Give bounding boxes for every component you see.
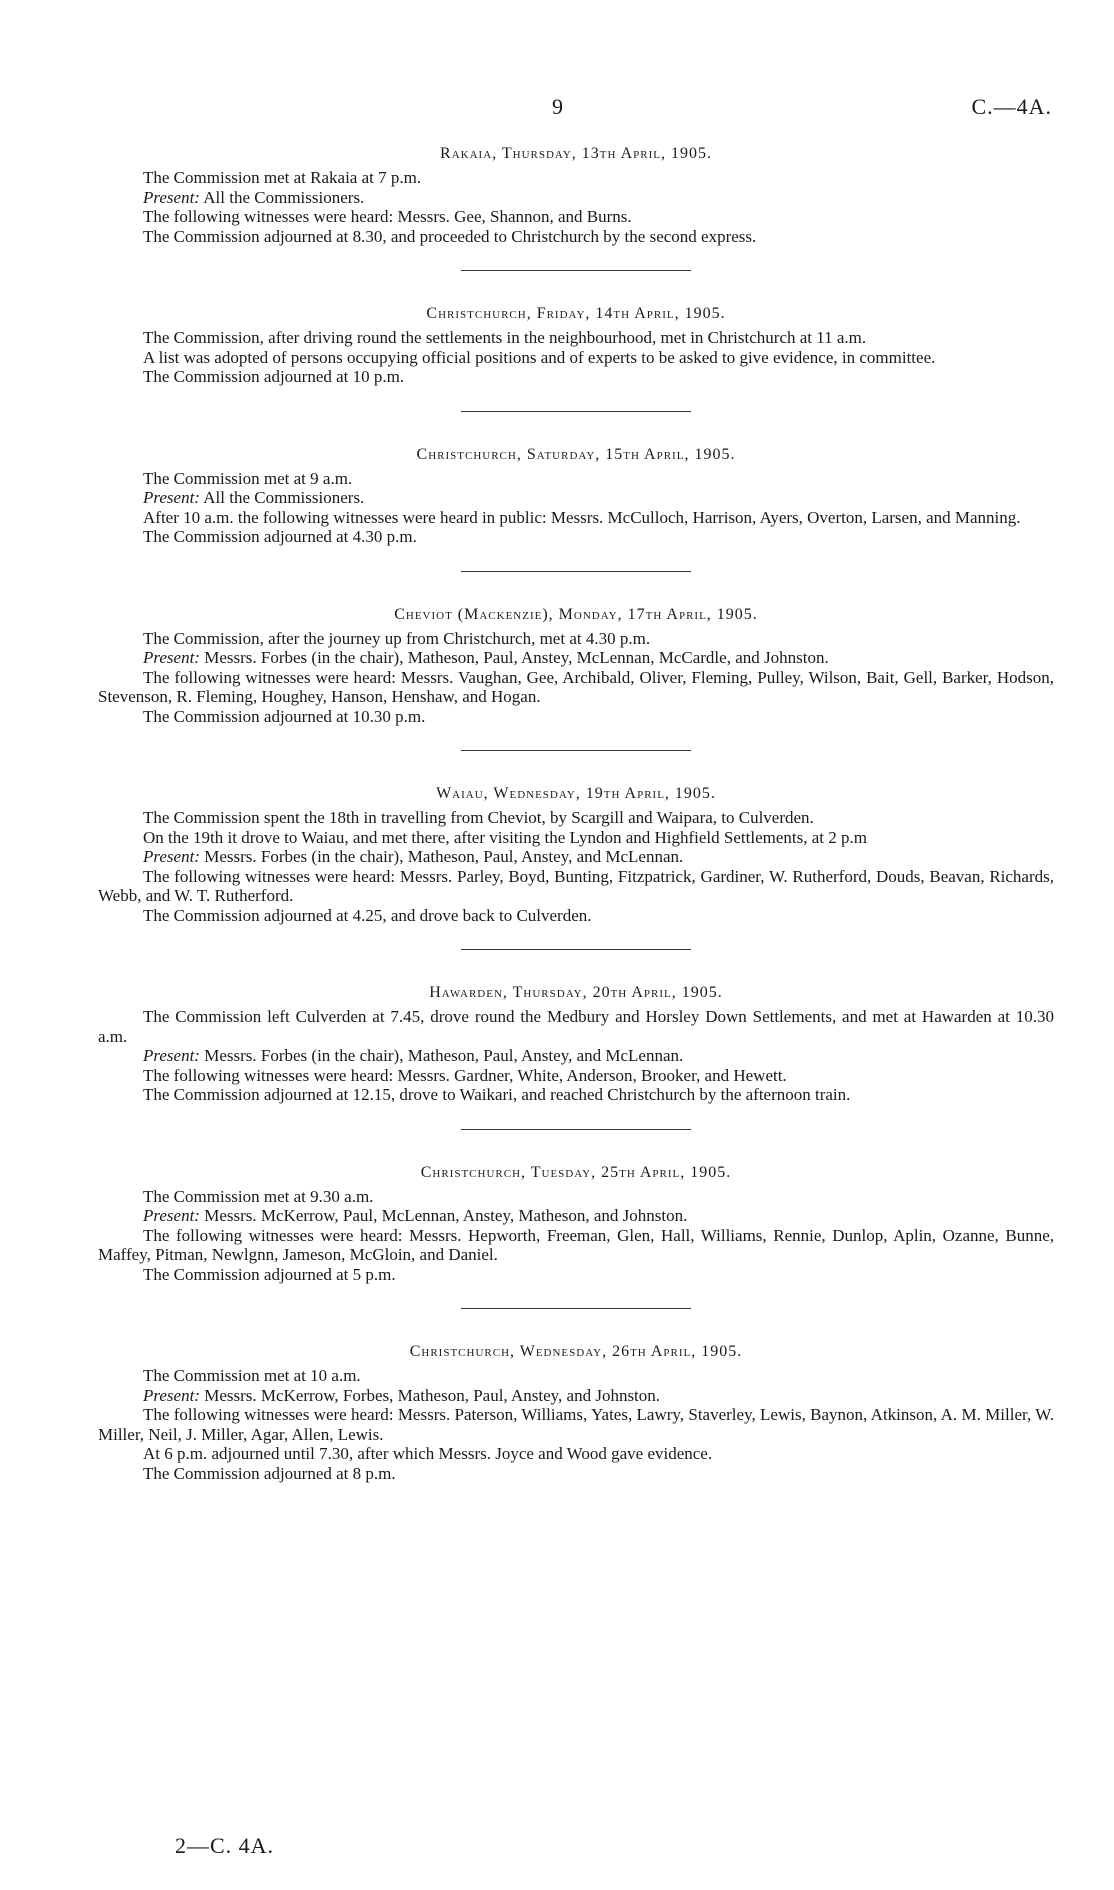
minutes-paragraph [98, 328, 1054, 348]
minutes-paragraph [98, 1206, 1054, 1226]
minutes-paragraph [98, 227, 1054, 247]
signature-reference: 2—C. 4A. [175, 1833, 275, 1858]
section-divider [461, 411, 691, 412]
section-heading: Rakaia, Thursday, 13th April, 1905. [440, 145, 712, 162]
minutes-paragraph [98, 1226, 1054, 1265]
paragraph-text: The Commission met at 9.30 a.m. [143, 1186, 374, 1206]
minutes-paragraph [98, 668, 1054, 707]
paragraph-text: Messrs. McKerrow, Forbes, Matheson, Paul, Anstey, and Johnston. [199, 1385, 661, 1405]
minutes-section [98, 783, 1054, 925]
paragraph-text: The Commission met at Rakaia at 7 p.m. [143, 168, 422, 187]
section-heading: Cheviot (Mackenzie), Monday, 17th April, 1905. [394, 605, 758, 623]
paragraph-text: The Commission adjourned at 4.25, and drove back to Culverden. [143, 905, 592, 925]
paragraph-text: The Commission adjourned at 10 p.m. [143, 367, 405, 386]
paragraph-text: The Commission adjourned at 10.30 p.m. [143, 706, 426, 726]
minutes-paragraph [98, 1444, 1054, 1464]
paragraph-text: Messrs. McKerrow, Paul, McLennan, Anstey, Matheson, and Johnston. [199, 1206, 688, 1225]
minutes-paragraph [98, 707, 1054, 727]
paragraph-text: The following witnesses were heard: Messrs. Gardner, White, Anderson, Brooker, and Hewett. [143, 1065, 787, 1085]
section-divider [461, 270, 691, 271]
paragraph-lead: Present: [143, 187, 200, 207]
minutes-paragraph [98, 207, 1054, 227]
paragraph-text: The following witnesses were heard: Messrs. Parley, Boyd, Bunting, Fitzpatrick, Gardiner, W. Rutherford, Douds, Beavan, Richards, Webb, and W. T. Rutherford. [98, 866, 1054, 905]
paragraph-text: The following witnesses were heard: Messrs. Hepworth, Freeman, Glen, Hall, Williams, Rennie, Dunlop, Aplin, Ozanne, Bunne, Maffey, Pitman, Newlgnn, Jameson, McGloin, and Daniel. [98, 1225, 1054, 1264]
paragraph-text: All the Commissioners. [199, 488, 365, 507]
minutes-paragraph [98, 867, 1054, 906]
minutes-paragraph [98, 469, 1054, 489]
minutes-paragraph [98, 1464, 1054, 1484]
paragraph-text: A list was adopted of persons occupying official positions and of experts to be asked to give evidence, in committee. [143, 347, 936, 367]
section-divider [461, 1308, 691, 1309]
minutes-section [98, 303, 1054, 387]
minutes-paragraph [98, 527, 1054, 547]
minutes-paragraph [98, 1007, 1054, 1046]
page-number: 9 [552, 94, 563, 119]
paragraph-text: On the 19th it drove to Waiau, and met there, after visiting the Lyndon and Highfield Settlements, at 2 p.m [143, 827, 867, 847]
minutes-paragraph [98, 1366, 1054, 1386]
paragraph-text: The Commission adjourned at 5 p.m. [143, 1264, 396, 1284]
paragraph-lead: Present: [143, 488, 200, 507]
minutes-paragraph [98, 629, 1054, 649]
paragraph-text: The Commission, after driving round the settlements in the neighbourhood, met in Christchurch at 11 a.m. [143, 328, 867, 347]
paragraph-text: At 6 p.m. adjourned until 7.30, after which Messrs. Joyce and Wood gave evidence. [143, 1444, 713, 1463]
page-header [0, 94, 1114, 124]
section-heading: Waiau, Wednesday, 19th April, 1905. [436, 785, 716, 802]
section-heading: Hawarden, Thursday, 20th April, 1905. [429, 984, 723, 1001]
minutes-paragraph [98, 906, 1054, 926]
paragraph-text: Messrs. Forbes (in the chair), Matheson, Paul, Anstey, and McLennan. [199, 1046, 684, 1065]
paragraph-text: The following witnesses were heard: Messrs. Vaughan, Gee, Archibald, Oliver, Fleming, Pulley, Wilson, Bait, Gell, Barker, Hodson, Stevenson, R. Fleming, Houghey, Hanson, Henshaw, and Hogan. [98, 667, 1054, 706]
paragraph-text: The Commission left Culverden at 7.45, drove round the Medbury and Horsley Down Settlements, and met at Hawarden at 10.30 a.m. [98, 1007, 1054, 1046]
section-divider [461, 750, 691, 751]
paragraph-text: All the Commissioners. [199, 187, 365, 207]
minutes-content [98, 143, 1054, 1483]
document-reference: C.—4A. [971, 94, 1052, 119]
section-divider [461, 1129, 691, 1130]
minutes-paragraph [98, 808, 1054, 828]
paragraph-lead: Present: [143, 1385, 200, 1405]
minutes-paragraph [98, 1386, 1054, 1406]
minutes-section [98, 1162, 1054, 1285]
paragraph-text: The Commission met at 9 a.m. [143, 468, 353, 488]
section-heading: Christchurch, Saturday, 15th April, 1905. [416, 445, 736, 463]
paragraph-text: Messrs. Forbes (in the chair), Matheson, Paul, Anstey, McLennan, McCardle, and Johnston. [199, 648, 829, 667]
paragraph-text: The Commission, after the journey up from Christchurch, met at 4.30 p.m. [143, 628, 651, 648]
paragraph-text: The Commission adjourned at 8 p.m. [143, 1463, 396, 1483]
minutes-paragraph [98, 1405, 1054, 1444]
minutes-paragraph [98, 188, 1054, 208]
paragraph-lead: Present: [143, 648, 200, 667]
section-heading: Christchurch, Wednesday, 26th April, 1905. [409, 1343, 743, 1360]
minutes-section [98, 1341, 1054, 1483]
minutes-paragraph [98, 1046, 1054, 1066]
paragraph-text: The Commission adjourned at 8.30, and proceeded to Christchurch by the second express. [143, 226, 757, 246]
minutes-paragraph [98, 168, 1054, 188]
paragraph-text: The following witnesses were heard: Messrs. Paterson, Williams, Yates, Lawry, Staverley, Lewis, Baynon, Atkinson, A. M. Miller, W. Miller, Neil, J. Miller, Agar, Allen, Lewis. [98, 1405, 1054, 1444]
minutes-paragraph [98, 847, 1054, 867]
paragraph-text: Messrs. Forbes (in the chair), Matheson, Paul, Anstey, and McLennan. [199, 847, 684, 866]
minutes-section [98, 444, 1054, 547]
section-divider [461, 571, 691, 572]
minutes-section [98, 982, 1054, 1105]
section-divider [461, 949, 691, 950]
paragraph-text: The Commission adjourned at 12.15, drove to Waikari, and reached Christchurch by the afternoon train. [143, 1085, 851, 1104]
paragraph-lead: Present: [143, 847, 200, 866]
minutes-paragraph [98, 367, 1054, 387]
minutes-section [98, 604, 1054, 727]
minutes-paragraph [98, 1265, 1054, 1285]
paragraph-text: The Commission adjourned at 4.30 p.m. [143, 527, 417, 546]
minutes-paragraph [98, 828, 1054, 848]
minutes-paragraph [98, 348, 1054, 368]
minutes-paragraph [98, 508, 1054, 528]
minutes-paragraph [98, 1066, 1054, 1086]
paragraph-text: After 10 a.m. the following witnesses were heard in public: Messrs. McCulloch, Harrison, Ayers, Overton, Larsen, and Manning. [143, 507, 1021, 527]
paragraph-text: The Commission met at 10 a.m. [143, 1366, 361, 1385]
section-heading: Christchurch, Tuesday, 25th April, 1905. [420, 1163, 732, 1181]
section-heading: Christchurch, Friday, 14th April, 1905. [426, 305, 726, 322]
paragraph-text: The following witnesses were heard: Messrs. Gee, Shannon, and Burns. [143, 207, 632, 226]
paragraph-text: The Commission spent the 18th in travelling from Cheviot, by Scargill and Waipara, to Culverden. [143, 808, 814, 827]
minutes-paragraph [98, 1187, 1054, 1207]
minutes-paragraph [98, 488, 1054, 508]
minutes-paragraph [98, 1085, 1054, 1105]
minutes-paragraph [98, 648, 1054, 668]
paragraph-lead: Present: [143, 1046, 200, 1065]
minutes-section [98, 143, 1054, 246]
paragraph-lead: Present: [143, 1206, 200, 1225]
